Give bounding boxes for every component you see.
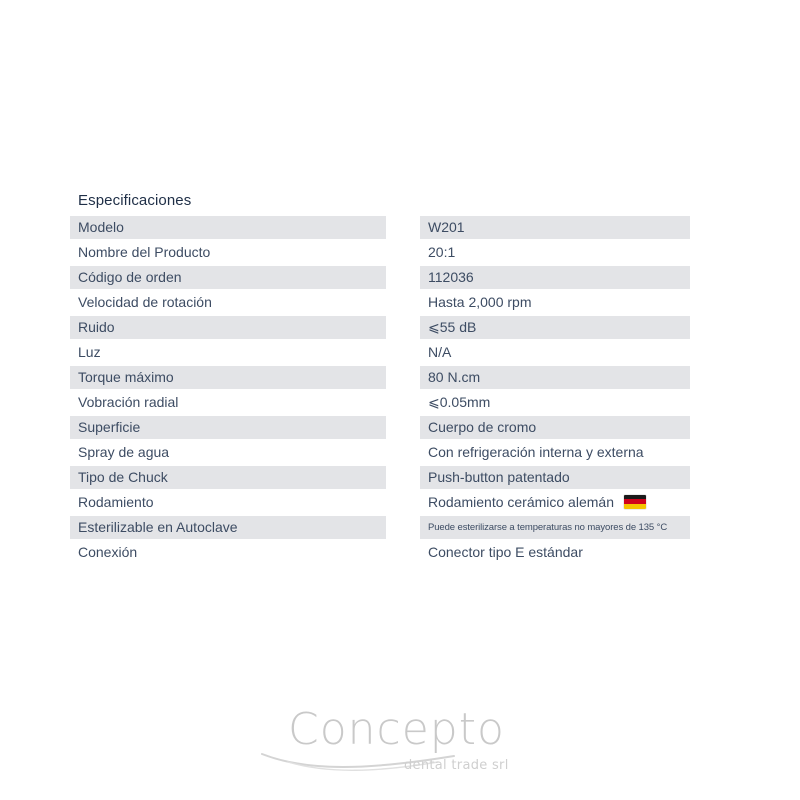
spec-value-text: ⩽55 dB xyxy=(428,319,477,335)
spec-row xyxy=(70,391,690,414)
spec-value xyxy=(420,291,690,314)
spec-value xyxy=(420,516,690,539)
spec-value-text: Puede esterilizarse a temperaturas no mayores de 135 °C xyxy=(428,522,668,533)
spec-label: Ruido xyxy=(70,316,386,339)
spec-value-text: N/A xyxy=(428,344,452,360)
logo-name: Concepto xyxy=(288,704,505,755)
spec-row xyxy=(70,466,690,489)
spec-label: Nombre del Producto xyxy=(78,244,211,260)
spec-row xyxy=(70,266,690,289)
spec-row xyxy=(70,416,690,439)
spec-value xyxy=(420,491,690,514)
spec-label: Modelo xyxy=(70,216,386,239)
spec-value xyxy=(420,266,690,289)
german-flag-icon xyxy=(624,495,646,509)
spec-row xyxy=(70,441,690,464)
spec-value-text: Con refrigeración interna y externa xyxy=(428,444,644,460)
spec-value xyxy=(420,341,690,364)
spec-row xyxy=(70,541,690,564)
spec-row xyxy=(70,241,690,264)
spec-value xyxy=(420,466,690,489)
spec-label: Rodamiento xyxy=(78,494,154,510)
spec-value xyxy=(420,541,690,564)
spec-value-text: 20:1 xyxy=(428,244,456,260)
spec-value-text: Cuerpo de cromo xyxy=(428,419,537,435)
spec-label: Luz xyxy=(78,344,101,360)
spec-value xyxy=(420,391,690,414)
spec-value-text: ⩽0.05mm xyxy=(428,394,491,410)
spec-label: Spray de agua xyxy=(78,444,170,460)
spec-label: Conexión xyxy=(78,544,138,560)
spec-label: Torque máximo xyxy=(70,366,386,389)
spec-row xyxy=(70,341,690,364)
spec-row xyxy=(70,516,690,539)
spec-value xyxy=(420,441,690,464)
spec-label: Tipo de Chuck xyxy=(70,466,386,489)
flag-stripe xyxy=(624,504,646,509)
spec-value xyxy=(420,366,690,389)
spec-value-text: W201 xyxy=(428,219,465,235)
spec-value-text: Conector tipo E estándar xyxy=(428,544,583,560)
spec-value-text: Rodamiento cerámico alemán xyxy=(428,494,614,510)
spec-row xyxy=(70,316,690,339)
spec-label: Superficie xyxy=(70,416,386,439)
spec-value xyxy=(420,316,690,339)
spec-row xyxy=(70,216,690,239)
spec-label: Velocidad de rotación xyxy=(78,294,212,310)
spec-value-text: 80 N.cm xyxy=(428,369,481,385)
spec-row xyxy=(70,491,690,514)
spec-value xyxy=(420,241,690,264)
spec-value-text: Push-button patentado xyxy=(428,469,570,485)
spec-row xyxy=(70,366,690,389)
spec-label: Esterilizable en Autoclave xyxy=(70,516,386,539)
spec-label: Vobración radial xyxy=(78,394,179,410)
spec-value xyxy=(420,416,690,439)
spec-row xyxy=(70,291,690,314)
spec-value-text: 112036 xyxy=(428,269,474,285)
company-logo xyxy=(258,702,548,792)
spec-value-text: Hasta 2,000 rpm xyxy=(428,294,532,310)
logo-tagline: dental trade srl xyxy=(404,758,509,773)
section-title: Especificaciones xyxy=(78,192,192,209)
spec-value xyxy=(420,216,690,239)
spec-label: Código de orden xyxy=(70,266,386,289)
